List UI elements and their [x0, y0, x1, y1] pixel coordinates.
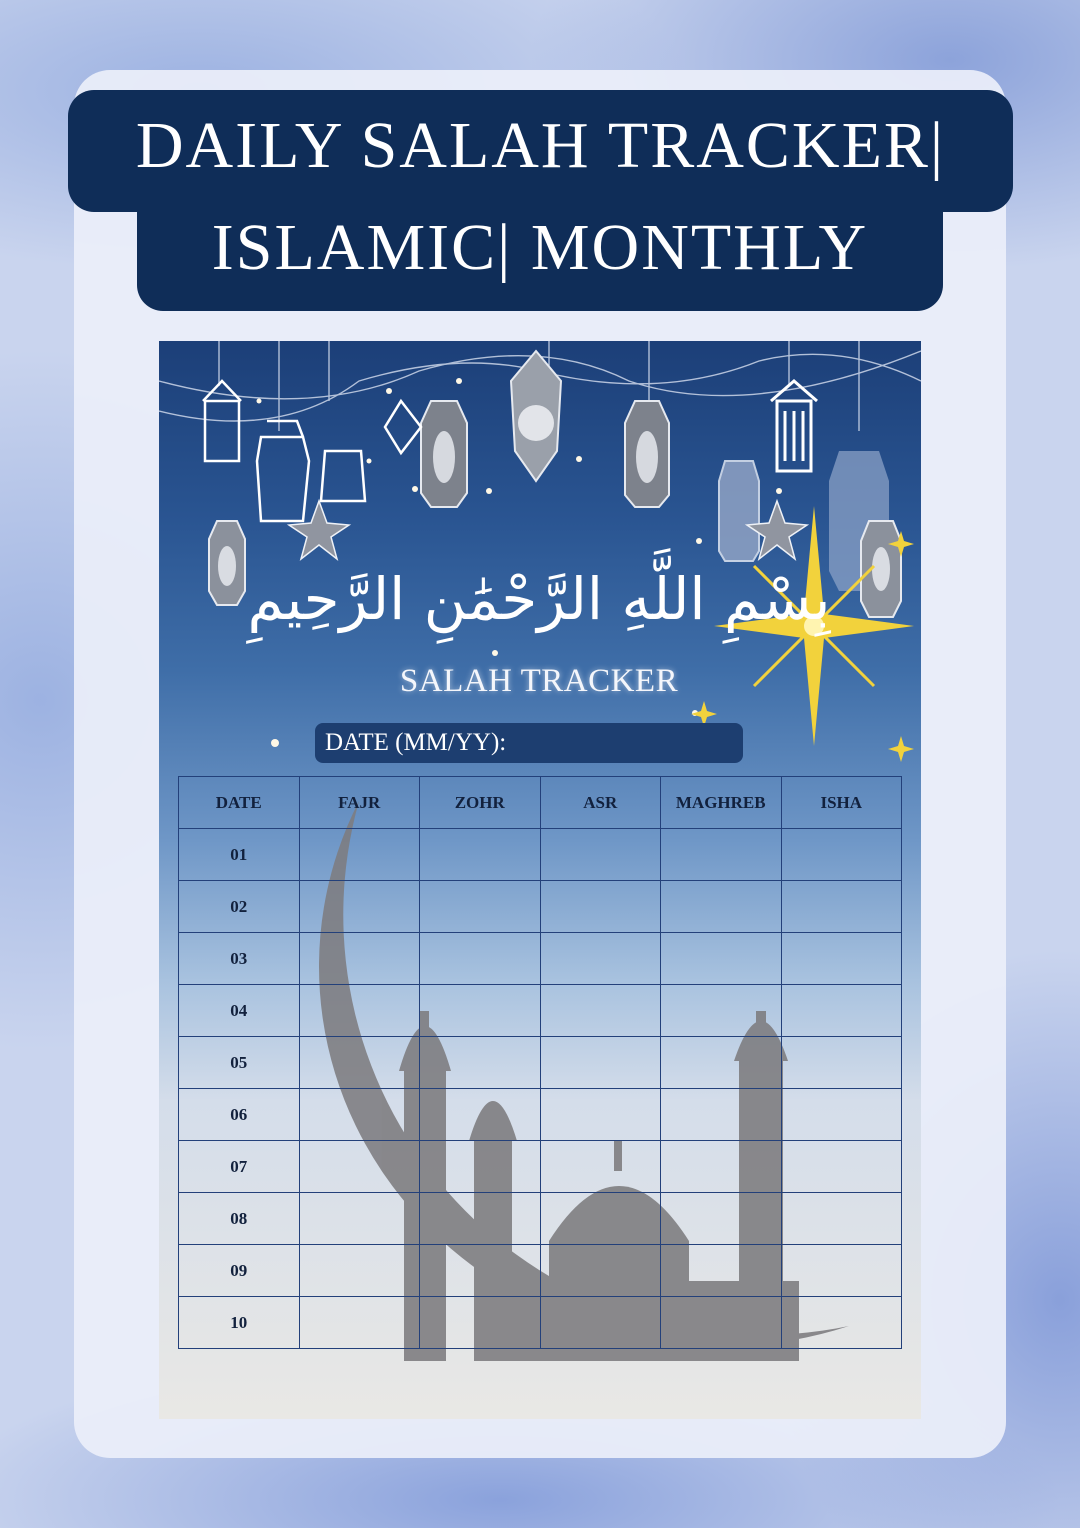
prayer-cell[interactable]	[420, 1141, 541, 1193]
poster-title: SALAH TRACKER	[399, 663, 679, 699]
prayer-cell[interactable]	[540, 985, 661, 1037]
prayer-cell[interactable]	[420, 1037, 541, 1089]
row-date: 05	[179, 1037, 300, 1089]
prayer-cell[interactable]	[540, 881, 661, 933]
table-row	[179, 985, 902, 1037]
prayer-cell[interactable]	[661, 985, 782, 1037]
prayer-cell[interactable]	[420, 985, 541, 1037]
header-fajr: FAJR	[299, 777, 420, 829]
prayer-cell[interactable]	[661, 1089, 782, 1141]
prayer-cell[interactable]	[540, 933, 661, 985]
table-row	[179, 1141, 902, 1193]
prayer-cell[interactable]	[661, 1037, 782, 1089]
table-row	[179, 881, 902, 933]
prayer-cell[interactable]	[781, 1141, 902, 1193]
tracker-poster	[159, 341, 921, 1419]
prayer-cell[interactable]	[661, 881, 782, 933]
date-field-label: DATE (MM/YY):	[325, 729, 507, 756]
prayer-cell[interactable]	[299, 1037, 420, 1089]
table-row	[179, 829, 902, 881]
table-row	[179, 933, 902, 985]
prayer-cell[interactable]	[299, 933, 420, 985]
prayer-cell[interactable]	[540, 1297, 661, 1349]
prayer-cell[interactable]	[540, 1193, 661, 1245]
bismillah-calligraphy: بِسْمِ اللَّهِ الرَّحْمَٰنِ الرَّحِيمِ	[247, 565, 831, 633]
table-row	[179, 1193, 902, 1245]
table-row	[179, 1089, 902, 1141]
prayer-cell[interactable]	[420, 1089, 541, 1141]
prayer-cell[interactable]	[299, 881, 420, 933]
row-date: 01	[179, 829, 300, 881]
prayer-cell[interactable]	[661, 933, 782, 985]
prayer-cell[interactable]	[781, 933, 902, 985]
prayer-cell[interactable]	[781, 1089, 902, 1141]
prayer-cell[interactable]	[299, 1245, 420, 1297]
prayer-cell[interactable]	[299, 1141, 420, 1193]
prayer-cell[interactable]	[661, 1245, 782, 1297]
prayer-cell[interactable]	[540, 1245, 661, 1297]
prayer-cell[interactable]	[781, 881, 902, 933]
row-date: 04	[179, 985, 300, 1037]
prayer-cell[interactable]	[781, 985, 902, 1037]
prayer-cell[interactable]	[781, 829, 902, 881]
table-row	[179, 1037, 902, 1089]
row-date: 09	[179, 1245, 300, 1297]
prayer-cell[interactable]	[781, 1037, 902, 1089]
prayer-cell[interactable]	[540, 1037, 661, 1089]
prayer-cell[interactable]	[299, 1193, 420, 1245]
prayer-cell[interactable]	[661, 829, 782, 881]
header-maghreb: MAGHREB	[661, 777, 782, 829]
row-date: 03	[179, 933, 300, 985]
prayer-cell[interactable]	[661, 1193, 782, 1245]
table-header-row	[179, 777, 902, 829]
header-zohr: ZOHR	[420, 777, 541, 829]
prayer-cell[interactable]	[299, 1297, 420, 1349]
prayer-cell[interactable]	[420, 933, 541, 985]
prayer-cell[interactable]	[420, 881, 541, 933]
prayer-cell[interactable]	[299, 985, 420, 1037]
salah-tracker-table	[178, 776, 902, 1349]
row-date: 02	[179, 881, 300, 933]
table-row	[179, 1297, 902, 1349]
prayer-cell[interactable]	[540, 829, 661, 881]
header-date: DATE	[179, 777, 300, 829]
date-field[interactable]	[315, 723, 743, 763]
prayer-cell[interactable]	[299, 829, 420, 881]
prayer-cell[interactable]	[781, 1297, 902, 1349]
prayer-cell[interactable]	[661, 1297, 782, 1349]
header-asr: ASR	[540, 777, 661, 829]
prayer-cell[interactable]	[420, 1193, 541, 1245]
row-date: 06	[179, 1089, 300, 1141]
prayer-cell[interactable]	[540, 1141, 661, 1193]
table-row	[179, 1245, 902, 1297]
header-isha: ISHA	[781, 777, 902, 829]
prayer-cell[interactable]	[781, 1193, 902, 1245]
prayer-cell[interactable]	[540, 1089, 661, 1141]
prayer-cell[interactable]	[420, 1245, 541, 1297]
prayer-cell[interactable]	[420, 829, 541, 881]
title-line-2: ISLAMIC| MONTHLY	[211, 211, 869, 284]
title-line-1: DAILY SALAH TRACKER|	[135, 109, 946, 182]
prayer-cell[interactable]	[299, 1089, 420, 1141]
prayer-cell[interactable]	[420, 1297, 541, 1349]
row-date: 08	[179, 1193, 300, 1245]
row-date: 10	[179, 1297, 300, 1349]
prayer-cell[interactable]	[661, 1141, 782, 1193]
row-date: 07	[179, 1141, 300, 1193]
prayer-cell[interactable]	[781, 1245, 902, 1297]
